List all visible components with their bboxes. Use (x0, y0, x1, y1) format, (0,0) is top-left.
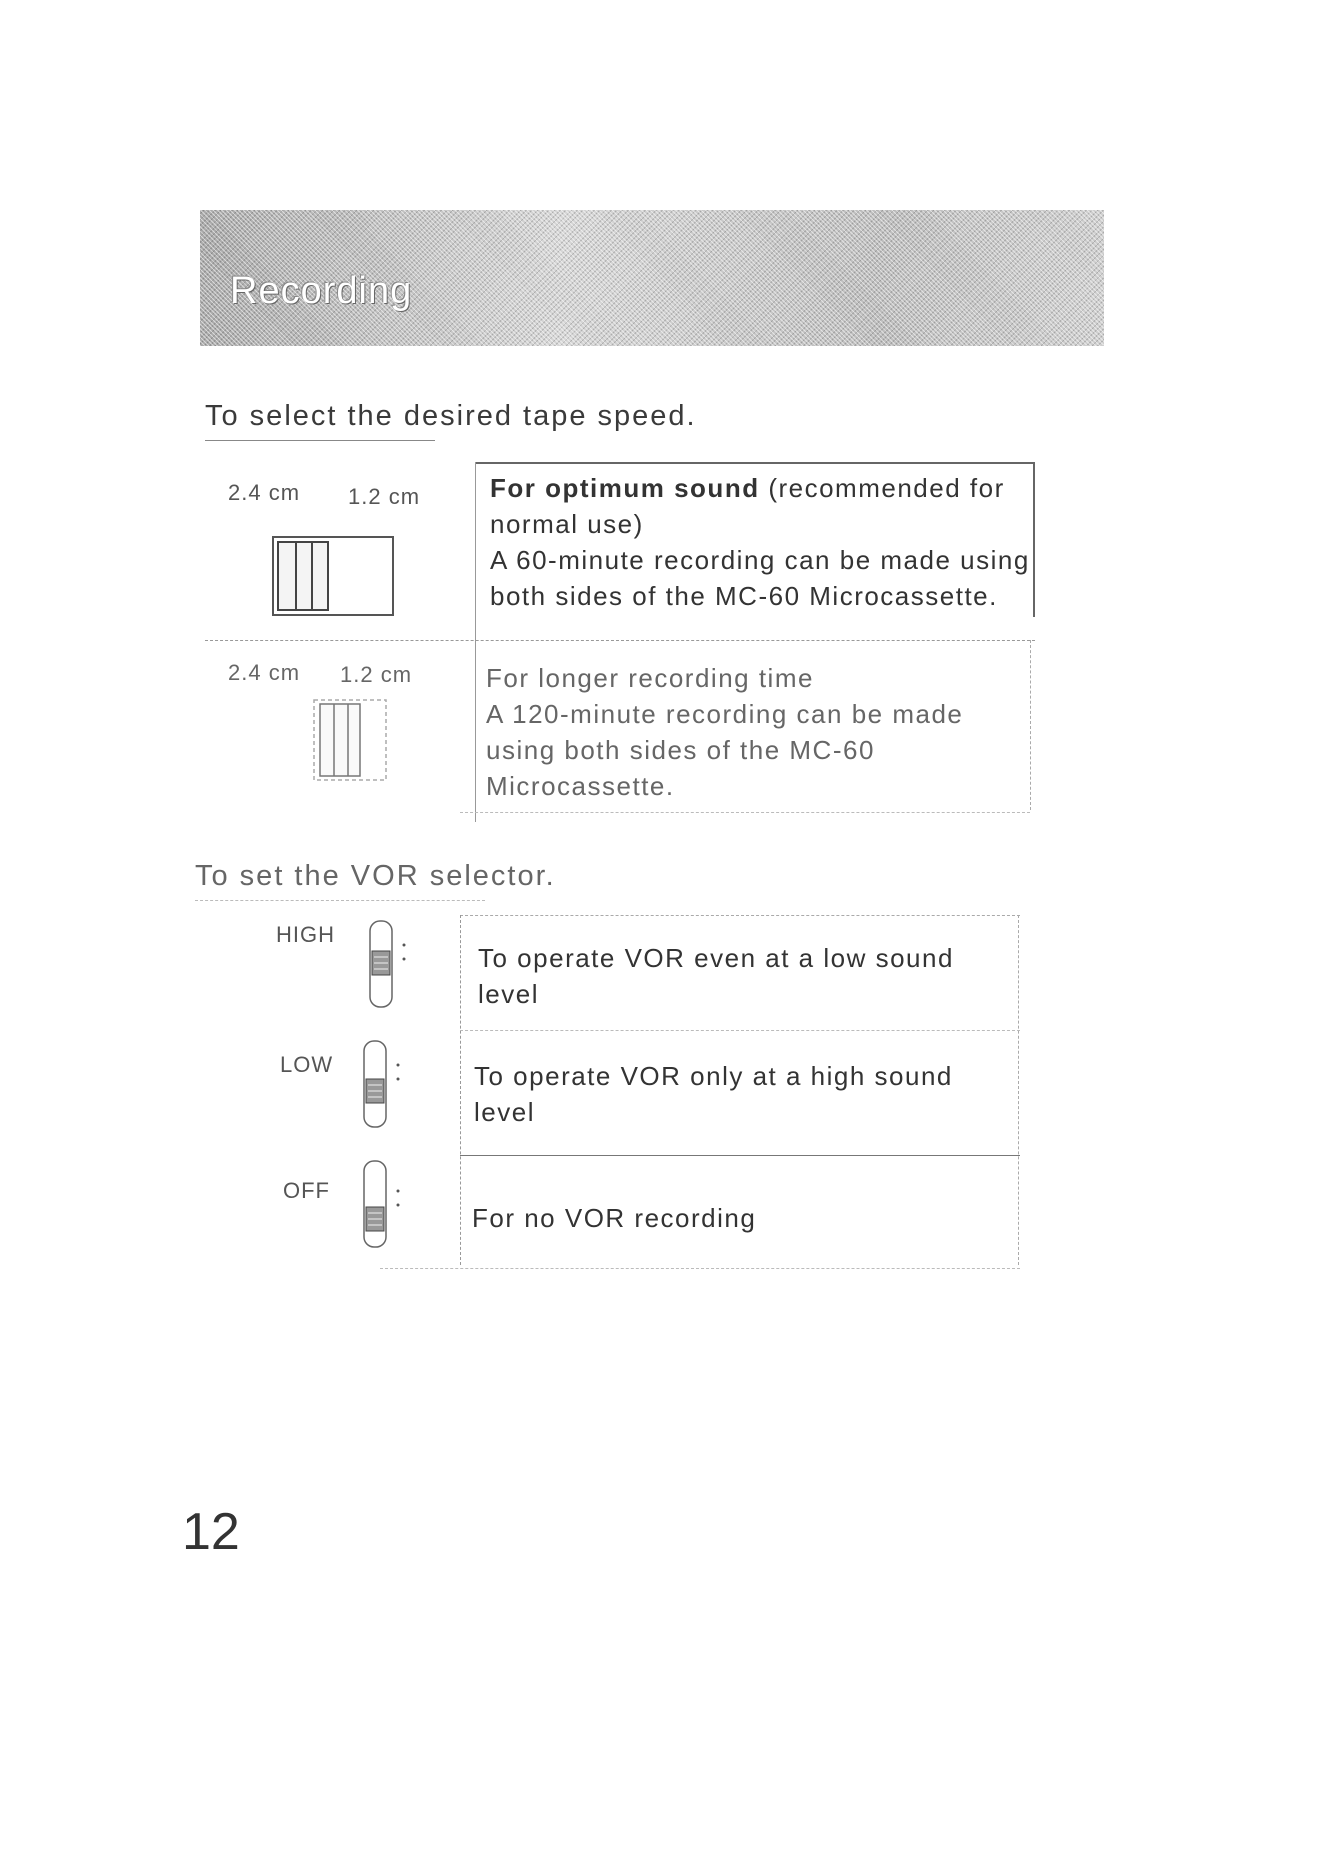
tape-speed-heading: To select the desired tape speed. (205, 400, 697, 432)
vor-switch-off-icon (356, 1155, 406, 1255)
vor-label-high: HIGH (276, 922, 335, 947)
speed-text-optimum: A 60-minute recording can be made using both sides of the MC-60 Microcassette. (490, 545, 1030, 611)
speed-label-fast: 2.4 cm (228, 480, 301, 505)
vor-switch-high-icon (362, 915, 412, 1015)
page-number: 12 (182, 1503, 240, 1561)
vor-label-off: OFF (283, 1178, 330, 1203)
vor-description-off: For no VOR recording (472, 1203, 757, 1233)
divider (1033, 462, 1035, 617)
speed-title-suffix: (recommended for normal use) (490, 473, 1005, 539)
speed-description-longer (486, 660, 1031, 804)
vor-description-high: To operate VOR even at a low sound level (478, 943, 954, 1009)
speed-label-slow: 1.2 cm (340, 662, 413, 687)
vor-label-low: LOW (280, 1052, 334, 1077)
page-title: Recording (230, 270, 413, 312)
divider (460, 812, 1030, 813)
speed-title-optimum: For optimum sound (490, 473, 760, 503)
speed-title-longer: For longer recording time (486, 663, 814, 693)
divider (460, 915, 1020, 916)
divider (475, 462, 1035, 464)
speed-switch-slow-icon (312, 696, 390, 786)
divider (380, 1268, 1020, 1269)
divider (460, 915, 461, 1265)
speed-label-slow: 1.2 cm (348, 484, 421, 509)
vor-switch-low-icon (356, 1035, 406, 1135)
vor-description-low: To operate VOR only at a high sound level (474, 1061, 953, 1127)
divider (205, 440, 435, 441)
divider (205, 640, 1035, 641)
speed-label-fast: 2.4 cm (228, 660, 301, 685)
speed-text-longer: A 120-minute recording can be made using both sides of the MC-60 Microcassette. (486, 699, 964, 801)
divider (1018, 915, 1019, 1265)
divider (460, 1030, 1020, 1031)
divider (195, 900, 485, 901)
speed-description-optimum (490, 470, 1030, 614)
speed-switch-fast-icon (272, 534, 394, 618)
divider (475, 462, 476, 822)
header-banner (200, 210, 1104, 346)
divider (460, 1155, 1020, 1156)
vor-heading: To set the VOR selector. (195, 860, 556, 892)
